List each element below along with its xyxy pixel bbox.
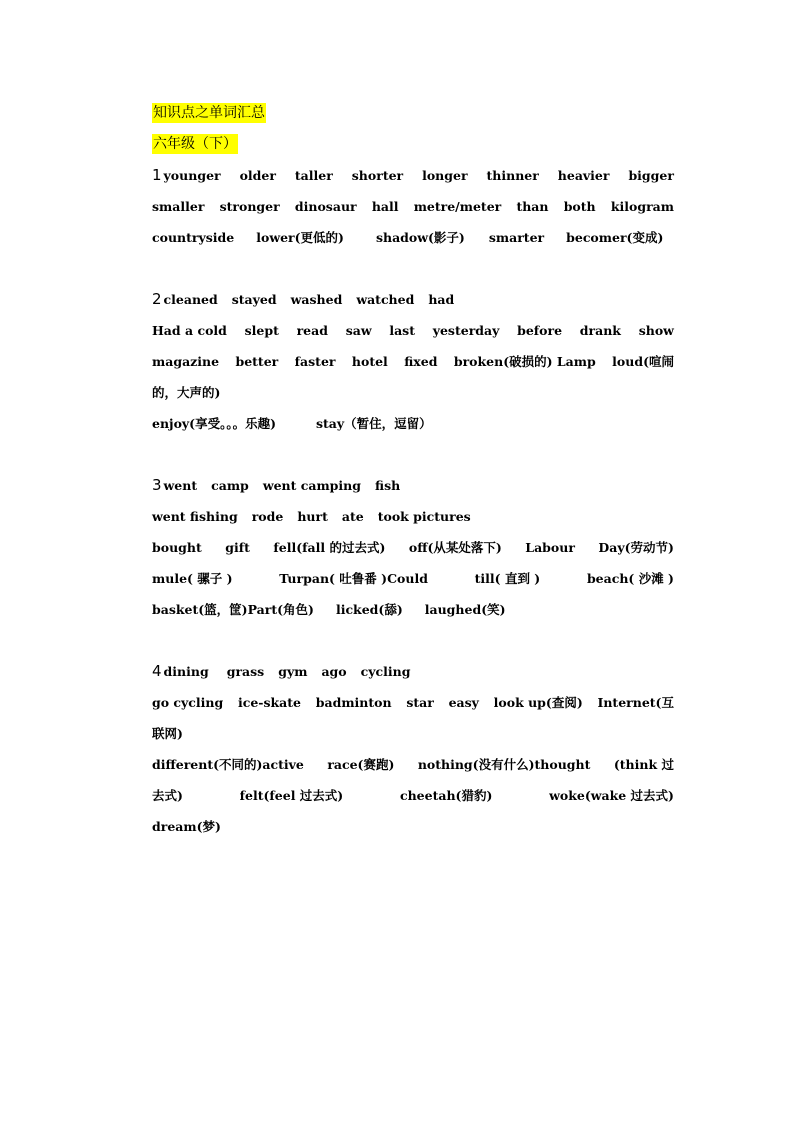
word-entry: easy: [448, 695, 479, 710]
word-entry: longer: [422, 168, 468, 183]
word-entry: taller: [294, 168, 333, 183]
word-entry: off(从某处落下): [408, 540, 502, 555]
grade-heading: 六年级（下）: [153, 136, 237, 152]
word-entry: hall: [371, 199, 399, 214]
word-entry: gift: [225, 540, 250, 555]
word-entry: badminton: [315, 695, 392, 710]
word-entry: 去式): [152, 788, 183, 803]
word-section-4: [152, 656, 674, 842]
word-entry: rode: [251, 509, 284, 524]
section-number: 2: [152, 290, 162, 308]
word-entry: cleaned: [163, 292, 218, 307]
word-entry: before: [517, 323, 563, 338]
word-line: [152, 284, 674, 315]
word-entry: cheetah(猎豹): [399, 788, 493, 803]
word-entry: saw: [345, 323, 372, 338]
word-entry: Day(劳动节): [598, 540, 674, 555]
word-line: [152, 656, 674, 687]
word-entry: 联网): [152, 726, 183, 741]
word-entry: smaller: [152, 199, 205, 214]
word-entry: older: [239, 168, 276, 183]
word-entry: went fishing: [152, 509, 238, 524]
section-gap: [152, 625, 674, 656]
word-entry: Internet(互: [597, 695, 674, 710]
word-entry: drank: [579, 323, 621, 338]
word-entry: ago: [321, 664, 347, 679]
section-number: 1: [152, 166, 162, 184]
word-entry: ice-skate: [237, 695, 302, 710]
word-entry: metre/meter: [413, 199, 502, 214]
word-entry: lower(更低的): [256, 230, 344, 245]
word-entry: took pictures: [377, 509, 471, 524]
word-entry: fish: [375, 478, 401, 493]
word-section-2: [152, 284, 674, 439]
word-entry: magazine: [152, 354, 220, 369]
word-entry: bigger: [628, 168, 674, 183]
section-gap: [152, 439, 674, 470]
word-section-3: [152, 470, 674, 625]
word-entry: better: [235, 354, 279, 369]
word-entry: washed: [290, 292, 343, 307]
word-entry: different(不同的)active: [152, 757, 304, 772]
word-entry: race(赛跑): [327, 757, 395, 772]
word-entry: laughed(笑): [424, 602, 506, 617]
word-entry: basket(篮，筐)Part(角色): [152, 602, 314, 617]
word-line: [152, 315, 674, 346]
word-entry: hurt: [297, 509, 328, 524]
word-entry: dream(梦): [152, 819, 221, 834]
word-entry: last: [389, 323, 415, 338]
word-entry: younger: [163, 168, 221, 183]
word-entry: go cycling: [152, 695, 224, 710]
word-line: [152, 377, 674, 408]
word-entry: bought: [152, 540, 202, 555]
word-entry: stayed: [231, 292, 277, 307]
numbered-word: [152, 160, 221, 191]
word-entry: stay（暂住，逗留）: [316, 416, 432, 431]
word-entry: kilogram: [610, 199, 674, 214]
word-entry: nothing(没有什么)thought: [417, 757, 591, 772]
word-entry: yesterday: [432, 323, 500, 338]
word-line: [152, 563, 674, 594]
word-entry: heavier: [557, 168, 610, 183]
word-entry: camp: [211, 478, 249, 493]
word-entry: gym: [278, 664, 308, 679]
word-line: [152, 408, 674, 439]
word-section-1: [152, 160, 674, 253]
word-entry: faster: [294, 354, 336, 369]
section-number: 4: [152, 662, 162, 680]
word-line: [152, 594, 674, 625]
word-line: [152, 470, 674, 501]
word-line: [152, 222, 674, 253]
word-entry: fixed: [404, 354, 438, 369]
word-entry: had: [428, 292, 455, 307]
word-entry: dining: [163, 664, 209, 679]
word-entry: smarter: [488, 230, 545, 245]
section-gap: [152, 253, 674, 284]
word-entry: dinosaur: [294, 199, 357, 214]
word-entry: hotel: [351, 354, 388, 369]
word-line: [152, 501, 674, 532]
document-page: [152, 98, 674, 842]
word-entry: mule( 骡子 ): [152, 571, 233, 586]
word-entry: thinner: [486, 168, 539, 183]
word-entry: stronger: [219, 199, 280, 214]
word-entry: went: [163, 478, 198, 493]
word-entry: ate: [341, 509, 364, 524]
word-line: [152, 687, 674, 718]
word-entry: fell(fall 的过去式): [273, 540, 386, 555]
word-entry: felt(feel 过去式): [239, 788, 344, 803]
word-entry: both: [563, 199, 596, 214]
word-entry: licked(舔): [335, 602, 403, 617]
word-entry: (think 过: [613, 757, 674, 772]
word-entry: read: [296, 323, 328, 338]
word-entry: loud(喧闹: [612, 354, 674, 369]
word-entry: Turpan( 吐鲁番 )Could: [279, 571, 428, 586]
document-title: 知识点之单词汇总: [153, 105, 265, 121]
word-line: [152, 749, 674, 780]
word-entry: went camping: [262, 478, 361, 493]
word-entry: shadow(影子): [375, 230, 465, 245]
word-entry: woke(wake 过去式): [549, 788, 674, 803]
word-entry: watched: [356, 292, 415, 307]
word-entry: beach( 沙滩 ): [586, 571, 674, 586]
word-line: [152, 160, 674, 191]
word-entry: look up(查阅): [493, 695, 583, 710]
word-entry: broken(破损的) Lamp: [453, 354, 596, 369]
word-entry: 的，大声的): [152, 385, 221, 400]
word-line: [152, 811, 674, 842]
word-entry: Labour: [525, 540, 575, 555]
word-sections: [152, 160, 674, 842]
word-line: [152, 191, 674, 222]
word-line: [152, 718, 674, 749]
word-entry: enjoy(享受。。。乐趣): [152, 416, 276, 431]
word-entry: Had a cold: [152, 323, 227, 338]
word-entry: than: [516, 199, 549, 214]
word-entry: shorter: [351, 168, 404, 183]
title-row: [152, 98, 674, 129]
word-entry: till( 直到 ): [474, 571, 541, 586]
word-line: [152, 532, 674, 563]
word-entry: slept: [244, 323, 279, 338]
word-entry: star: [406, 695, 434, 710]
grade-row: [152, 129, 674, 160]
word-entry: show: [638, 323, 674, 338]
word-entry: becomer(变成): [566, 230, 664, 245]
word-entry: cycling: [360, 664, 411, 679]
word-entry: countryside: [152, 230, 235, 245]
word-entry: grass: [226, 664, 265, 679]
section-number: 3: [152, 476, 162, 494]
word-line: [152, 780, 674, 811]
word-line: [152, 346, 674, 377]
